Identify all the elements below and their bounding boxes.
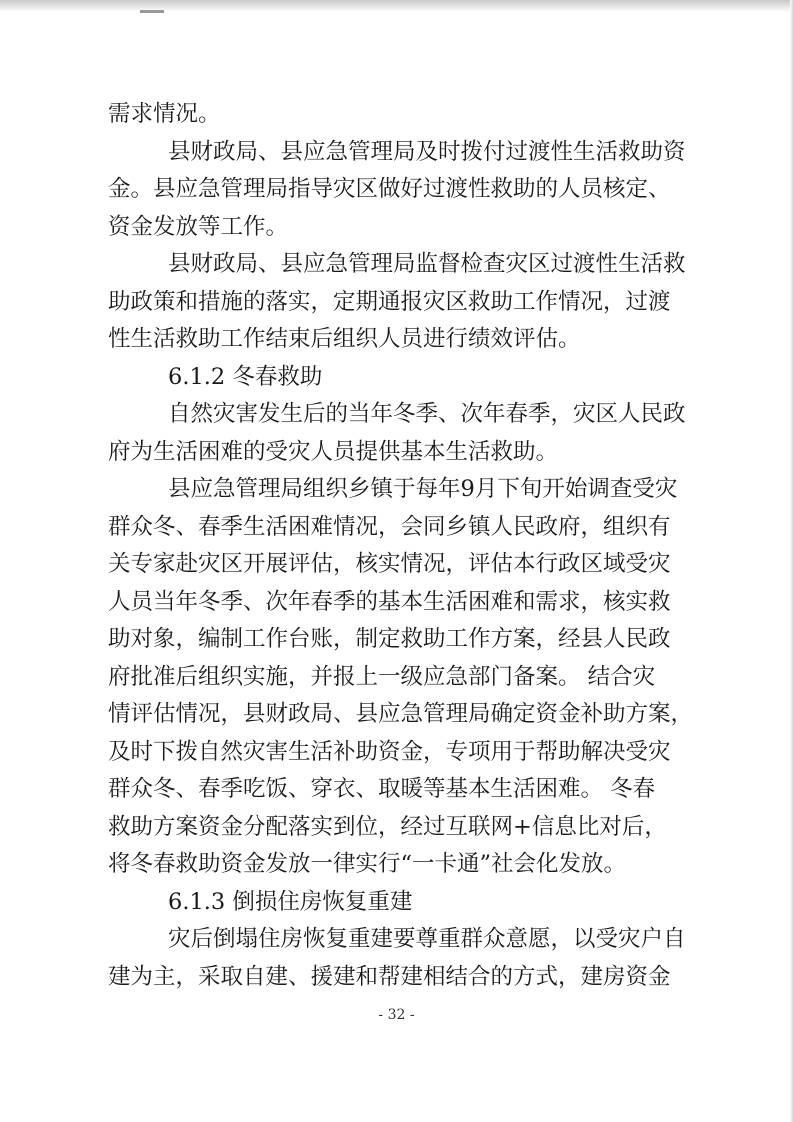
text-line: 群众冬、春季吃饭、穿衣、取暖等基本生活困难。 冬春 — [108, 776, 656, 802]
text-line: 情评估情况，县财政局、县应急管理局确定资金补助方案， — [108, 701, 694, 727]
paragraph-start: 县应急管理局组织乡镇于每年9月下旬开始调查受灾 — [168, 476, 678, 502]
text-line: 性生活救助工作结束后组织人员进行绩效评估。 — [108, 326, 581, 352]
text-line: 府为生活困难的受灾人员提供基本生活救助。 — [108, 438, 559, 465]
paragraph-start: 灾后倒塌住房恢复重建要尊重群众意愿，以受灾户自 — [168, 926, 686, 952]
paragraph-start: 县财政局、县应急管理局监督检查灾区过渡性生活救 — [168, 251, 686, 277]
section-heading-6-1-3: 6.1.3 倒损住房恢复重建 — [168, 888, 413, 915]
text-line-continuation: 需求情况。 — [108, 101, 221, 127]
text-line: 群众冬、春季生活困难情况，会同乡镇人民政府，组织有 — [108, 513, 671, 540]
text-line: 资金发放等工作。 — [108, 213, 289, 240]
scan-top-edge — [0, 0, 793, 12]
section-heading-6-1-2: 6.1.2 冬春救助 — [168, 363, 323, 390]
document-body — [108, 96, 698, 996]
paragraph-start: 自然灾害发生后的当年冬季、次年春季，灾区人民政 — [168, 401, 686, 427]
text-line: 人员当年冬季、次年春季的基本生活困难和需求，核实救 — [108, 588, 671, 615]
paragraph-start: 县财政局、县应急管理局及时拨付过渡性生活救助资 — [168, 138, 686, 165]
text-line: 助政策和措施的落实，定期通报灾区救助工作情况，过渡 — [108, 288, 671, 315]
text-line: 府批准后组织实施，并报上一级应急部门备案。 结合灾 — [108, 663, 656, 690]
text-line: 建为主，采取自建、援建和帮建相结合的方式，建房资金 — [108, 963, 671, 990]
text-line: 将冬春救助资金发放一律实行“一卡通”社会化发放。 — [108, 851, 627, 877]
text-line: 金。县应急管理局指导灾区做好过渡性救助的人员核定、 — [108, 176, 671, 202]
text-line: 及时下拨自然灾害生活补助资金，专项用于帮助解决受灾 — [108, 738, 671, 765]
text-line: 关专家赴灾区开展评估，核实情况，评估本行政区域受灾 — [108, 551, 671, 577]
text-line: 救助方案资金分配落实到位，经过互联网+信息比对后， — [108, 813, 667, 840]
page-number: - 32 - — [378, 1007, 415, 1023]
text-line: 助对象，编制工作台账，制定救助工作方案，经县人民政 — [108, 626, 671, 652]
scan-artifact-mark — [140, 10, 164, 13]
